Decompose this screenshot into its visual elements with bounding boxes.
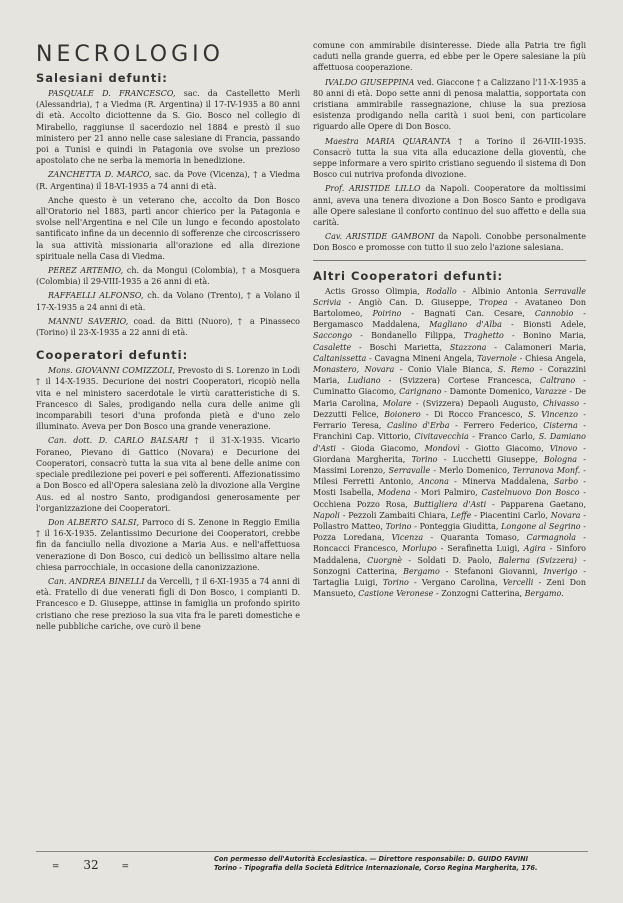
salesiano-entry	[36, 290, 300, 312]
cooperatore-place: Monastero, Novara	[313, 365, 395, 375]
cooperatore-place: Ludiano	[347, 376, 381, 386]
cooperatore-entry	[36, 435, 300, 513]
cooperatore-name: Giotto Giacomo,	[474, 443, 550, 453]
cooperatore-place: Cuorgnè	[367, 555, 403, 565]
entry-name: Can. dott. D. CARLO BALSARI	[48, 436, 188, 446]
cooperatore-place: Morlupo	[402, 544, 437, 554]
cooperatore-name: Piacentini Carlo,	[479, 510, 551, 520]
cooperatore-place: Vinovo	[549, 443, 578, 453]
cooperatore-name: Cavagna Mineni Angela,	[374, 353, 478, 363]
folio-ornament-left: =	[51, 862, 61, 872]
cooperatore-name: Ferrero Federico,	[463, 421, 544, 431]
entry-text: da Napoli. Cooperatore da moltissimi anni, aveva una tenera divozione a Don Bosco Santo e prodigava alle Opere salesiane il conforto continuo del suo affetto e della sua carità.	[313, 184, 586, 228]
cooperatore-name: Calamoneri Maria,	[504, 342, 586, 352]
entry-text: da Vercelli, † il 6-XI-1935 a 74 anni di età. Fratello di due venerati figli di Don Bosco, i compianti D. Francesco e D. Giuseppe, attinse in famiglia un profondo spirito cristiano che rese prezioso la sua vita fra le pareti domestiche e nelle pubbliche cariche, ove curò il bene	[36, 576, 300, 631]
cooperatore-entry	[313, 231, 586, 253]
cooperatore-name: Bagnati Can. Cesare,	[424, 309, 535, 319]
cooperatore-place: S. Vincenzo	[528, 409, 578, 419]
cooperatore-entry	[313, 183, 586, 228]
cooperatore-place: Caltrano	[540, 376, 576, 386]
entry-text: da Napoli. Conobbe personalmente Don Bosco e promosse con tutto il suo zelo l'azione salesiana.	[313, 232, 586, 253]
cooperatore-place: Boionero	[384, 409, 421, 419]
cooperatore-place: S. Remo	[497, 365, 535, 375]
cooperatore-place: Caslino d'Erba	[387, 421, 450, 431]
cooperatore-name: Mosti Isabella,	[313, 488, 378, 498]
cooperatore-name: Di Rocco Francesco,	[434, 409, 529, 419]
cooperatore-name: Chiesa Angela,	[525, 353, 586, 363]
cooperatore-place: Cisterna	[543, 421, 578, 431]
entry-text: sac. da Castelletto Merli (Alessandria), † a Viedma (R. Argentina) il 17-IV-1935 a 80 anni di età. Accolto diciottenne da S. Gio. Bosco nel collegio di Mirabello, raggiunse il sacerdozio nel 1884 e prestò il suo ministero per 21 anno nelle case salesiane di Francia, passando poi a Tunisi e quindi in Patagonia ove svolse un prezioso apostolato che ne serba la memoria in benedizione.	[36, 89, 301, 166]
cooperatore-name: De Maria Carolina,	[313, 387, 587, 408]
salesiano-entry	[36, 316, 300, 338]
entry-name: PASQUALE D. FRANCESCO,	[48, 89, 176, 98]
cooperatore-name: Mori Palmiro,	[420, 488, 482, 498]
cooperatore-place: Carmagnola	[526, 533, 577, 543]
cooperatore-name: Sonzogni Catterina,	[313, 566, 404, 576]
cooperatore-name: Ferrario Teresa,	[313, 421, 387, 431]
entry-text: Parroco di S. Zenone in Reggio Emilia † il 16-X-1935. Zelantissimo Decurione dei Cooperatori, crebbe fin da fanciullo nella divozione a Maria Aus. e nell'affettuosa venerazione di Don Bosco, cui dedicò un bellissimo altare nella chiesa parrocchiale, in occasione della canonizzazione.	[36, 517, 300, 572]
cooperatore-place: Carignano	[399, 387, 442, 397]
cooperatore-name: Pozza Loredana,	[313, 533, 392, 543]
cooperatore-name: Zonzogni Catterina,	[441, 589, 525, 599]
section-divider	[313, 260, 586, 261]
page-number: 32	[83, 858, 99, 872]
cooperatore-name: Bergamasco Maddalena,	[313, 320, 430, 330]
cooperatore-place: Casalette	[313, 342, 352, 352]
cooperatore-place: Traghetto	[463, 331, 504, 341]
cooperatore-name: Pezzoli Zambaiti Chiara,	[348, 510, 451, 520]
cooperatore-name: Boschi Marietta,	[369, 342, 450, 352]
cooperatore-name: (Svizzera) Cortese Francesca,	[399, 376, 541, 386]
cooperatore-place: Saccongo	[313, 331, 353, 341]
altri-list: Actis Grosso Olimpia, Rodallo - Albinio Antonia Serravalle Scrivia - Angiò Can. D. Giuseppe, Tropea - Avataneo Don Bartolomeo, Poirino - Bagnati Can. Cesare, Cannobio - Bergamasco Maddalena, Magliano d'Alba - Bionsti Adele, Saccongo - Bondanello Filippa, Traghetto - Bonino Maria, Casalette - Boschi Marietta, Stazzona - Calamoneri Maria, Caltanissetta - Cavagna Mineni Angela, Tavernole - Chiesa Angela, Monastero, Novara - Conio Viale Bianca, S. Remo - Corazzini Maria, Ludiano - (Svizzera) Cortese Francesca, Caltrano - Cuminatto Giacomo, Carignano - Damonte Domenico, Varazze - De Maria Carolina, Molare - (Svizzera) Depaoli Augusto, Chivasso - Dezzutti Felice, Boionero - Di Rocco Francesco, S. Vincenzo - Ferrario Teresa, Caslino d'Erba - Ferrero Federico, Cisterna - Franchini Cap. Vittorio, Civitavecchia - Franco Carlo, S. Damiano d'Asti - Gioda Giacomo, Mondovì - Giotto Giacomo, Vinovo - Giordana Margherita, Torino - Lucchetti Giuseppe, Bologna - Massimi Lorenzo, Serravalle - Merlo Domenico, Terranova Monf. - Milesi Ferretti Antonio, Ancona - Minerva Maddalena, Sarbo - Mosti Isabella, Modena - Mori Palmiro, Castelnuovo Don Bosco - Occhiena Pozzo Rosa, Buttigliera d'Asti - Papparena Gaetano, Napoli - Pezzoli Zambaiti Chiara, Leffe - Piacentini Carlo, Novara - Pollastro Matteo, Torino - Ponteggia Giuditta, Longone al Segrino - Pozza Loredana, Vicenza - Quaranta Tomaso, Carmagnola - Roncacci Francesco, Morlupo - Serafinetta Luigi, Agira - Sinforo Maddalena, Cuorgnè - Soldati D. Paolo, Balerna (Svizzera) - Sonzogni Catterina, Bergamo - Stefanoni Giovanni, Inverigo - Tartaglia Luigi, Torino - Vergano Carolina, Vercelli - Zeni Don Mansueto, Castione Veronese - Zonzogni Catterina, Bergamo.	[313, 286, 587, 599]
cooperatore-place: Castione Veronese	[358, 589, 434, 599]
cooperatore-place: Stazzona	[449, 342, 487, 352]
cooperatore-place: Tavernole	[477, 353, 517, 363]
cooperatore-place: Civitavecchia	[414, 432, 469, 442]
cooperatore-place: Bergamo.	[524, 589, 564, 599]
cooperatore-name: Stefanoni Giovanni,	[454, 566, 544, 576]
entry-name: Maestra MARIA QUARANTA	[325, 136, 451, 146]
cooperatore-name: Zeni Don Mansueto,	[313, 577, 586, 599]
cooperatore-name: Merlo Domenico,	[439, 465, 513, 475]
cooperatore-name: Papparena Gaetano,	[500, 499, 586, 509]
left-column	[36, 42, 300, 635]
masthead: NECROLOGIO	[36, 42, 224, 67]
cooperatore-entry	[36, 365, 300, 432]
cooperatore-place: Magliano d'Alba	[429, 320, 502, 330]
entry-text: sac. da Pove (Vicenza), † a Viedma (R. Argentina) il 18-VI-1935 a 74 anni di età.	[36, 170, 301, 191]
cooperatore-place: Rodallo	[426, 286, 457, 296]
entry-name: Don ALBERTO SALSI,	[48, 517, 139, 527]
entry-text: coad. da Bitti (Nuoro), † a Pinasseco (Torino) il 23-X-1935 a 22 anni di età.	[36, 316, 300, 338]
cooperatore-name: Occhiena Pozzo Rosa,	[313, 499, 414, 509]
cooperatore-name: Damonte Domenico,	[449, 387, 536, 397]
cooperatore-name: Lucchetti Giuseppe,	[452, 454, 544, 464]
cooperatore-place: Terranova Monf.	[512, 465, 581, 475]
cooperatore-place: Chivasso	[542, 398, 580, 408]
cooperatore-entry	[36, 576, 300, 632]
altri-heading: Altri Cooperatori defunti:	[313, 268, 504, 283]
salesiano-entry	[36, 195, 300, 262]
cooperatore-entry	[313, 136, 586, 181]
cooperatore-name: Avataneo Don Bartolomeo,	[313, 297, 586, 319]
entry-text: ch. da Volano (Trento), † a Volano il 17-X-1935 a 24 anni di età.	[36, 291, 300, 312]
cooperatore-name: Roncacci Francesco,	[313, 544, 403, 554]
cooperatore-place: Inverigo	[543, 566, 578, 576]
cooperatore-place: S. Damiano d'Asti	[313, 432, 586, 453]
right-list	[313, 77, 586, 254]
cooperatore-name: Dezzutti Felice,	[313, 409, 385, 419]
cooperatore-place: Cannobio	[534, 309, 574, 319]
cooperatore-name: Serafinetta Luigi,	[447, 544, 524, 554]
cooperatore-name: Albinio Antonia	[471, 286, 545, 296]
entry-text: ved. Giaccone † a Calizzano l'11-X-1935 a 80 anni di età. Dopo sette anni di penosa malattia, sopportata con cristiana ammirabile rassegnazione, chiuse la sua preziosa esistenza prodigando nella carità i suoi beni, con particolare riguardo alle Opere di Don Bosco.	[313, 77, 586, 132]
cooperatore-place: Mondovì	[424, 443, 460, 453]
cooperatore-place: Serravalle	[388, 465, 431, 475]
cooperatore-place: Torino	[385, 521, 412, 531]
cooperatore-name: Cuminatto Giacomo,	[313, 387, 400, 397]
salesiano-entry	[36, 265, 300, 287]
entry-name: Can. ANDREA BINELLI	[48, 576, 145, 586]
cooperatore-place: Vicenza	[391, 533, 424, 543]
cooperatori-list	[36, 365, 300, 632]
cooperatore-name: Sinforo Maddalena,	[313, 544, 586, 565]
entry-text: † a Torino il 26-VIII-1935. Consacrò tutta la sua vita alla educazione della gioventù, che seppe informare a vero spirito cristiano seguendo il sistema di Don Bosco cui nutriva profonda divozione.	[313, 136, 587, 180]
entry-name: Prof. ARISTIDE LILLO	[325, 184, 421, 194]
cooperatore-name: (Svizzera) Depaoli Augusto,	[422, 398, 543, 408]
cooperatore-name: Angiò Can. D. Giuseppe,	[358, 297, 479, 307]
imprint	[214, 855, 588, 873]
cooperatore-name: Vergano Carolina,	[421, 577, 503, 587]
entry-name: ZANCHETTA D. MARCO,	[48, 170, 152, 180]
cooperatore-name: Corazzini Maria,	[313, 365, 586, 386]
cooperatore-place: Ancona	[418, 477, 449, 487]
cooperatore-place: Agira	[523, 544, 546, 554]
entry-text: Anche questo è un veterano che, accolto da Don Bosco all'Oratorio nel 1883, partì ancor chierico per la Patagonia e svolse nell'Argentina e nel Cile un lungo e fecondo apostolato santificato infine da un decennio di sofferenze che circoscrissero la sua attività missionaria all'orazione ed alla direzione spirituale nella Casa di Viedma.	[36, 195, 300, 261]
folio	[36, 858, 146, 872]
cooperatore-entry	[36, 517, 300, 573]
entry-text: Prevosto di S. Lorenzo in Lodi † il 14-X-1935. Decurione dei nostri Cooperatori, ricopiò nella vita e nel ministero sacerdotale le virtù caratteristiche di S. Francesco di Sales, prodigando nella cura delle anime gli incomparabili tesori d'una profonda pietà e d'uno zelo illuminato. Aveva per Don Bosco una grande venerazione.	[36, 366, 300, 432]
cooperatore-name: Gioda Giacomo,	[350, 443, 425, 453]
cooperatore-name: Quaranta Tomaso,	[440, 533, 527, 543]
entry-name: MANNU SAVERIO,	[48, 316, 129, 326]
entry-text: ch. da Mongui (Colombia), † a Mosquera (Colombia) il 29-VIII-1935 a 26 anni di età.	[36, 266, 300, 287]
cooperatore-name: Bonino Maria,	[522, 331, 587, 341]
salesiani-list	[36, 88, 300, 338]
imprint-line-2: Torino - Tipografia della Società Editrice Internazionale, Corso Regina Margherita, 176.	[214, 864, 538, 872]
cooperatore-name: Franchini Cap. Vittorio,	[313, 432, 415, 442]
cooperatore-place: Buttigliera d'Asti	[413, 499, 487, 509]
cooperatore-name: Giordana Margherita,	[313, 454, 412, 464]
entry-text: † il 31-X-1935. Vicario Foraneo, Pievano di Gattico (Novara) e Decurione dei Cooperatori, consacrò tutta la sua vita al bene delle anime con speciale predilezione pei poveri e pei sofferenti. Affezionatissimo a Don Bosco ed all'Opera salesiana zelò la divozione alla Vergine Aus. ed al nostro Santo, prodigandosi generosamente per l'organizzazione dei Cooperatori.	[36, 436, 301, 513]
cooperatore-place: Longone al Segrino	[501, 521, 581, 531]
cooperatore-place: Bergamo	[403, 566, 440, 576]
cooperatore-place: Torino	[382, 577, 409, 587]
cooperatore-place: Novara	[550, 510, 581, 520]
cooperatore-name: Bionsti Adele,	[523, 320, 587, 330]
cooperatore-place: Varazze	[535, 387, 567, 397]
cooperatore-place: Vercelli	[502, 577, 534, 587]
entry-name: PEREZ ARTEMIO,	[48, 266, 124, 276]
cooperatore-name: Ponteggia Giuditta,	[419, 521, 502, 531]
footer	[36, 851, 588, 876]
entry-name: IVALDO GIUSEPPINA	[325, 77, 415, 87]
salesiano-entry	[36, 88, 300, 166]
cooperatore-name: Pollastro Matteo,	[313, 521, 386, 531]
cooperatore-place: Napoli	[313, 510, 340, 520]
cooperatore-place: Balerna (Svizzera)	[498, 555, 577, 565]
imprint-line-1: Con permesso dell'Autorità Ecclesiastica. — Direttore responsabile: D. GUIDO FAVINI	[214, 855, 529, 863]
salesiani-heading: Salesiani defunti:	[36, 71, 168, 85]
cooperatore-name: Franco Carlo,	[478, 432, 539, 442]
cooperatore-place: Poirino	[372, 309, 402, 319]
cooperatore-name: Conio Viale Bianca,	[407, 365, 498, 375]
cooperatore-place: Torino	[411, 454, 438, 464]
cooperatore-place: Caltanissetta	[313, 353, 367, 363]
cooperatore-place: Sarbo	[554, 477, 579, 487]
cooperatore-name: Tartaglia Luigi,	[313, 577, 383, 587]
cooperatore-name: Bondanello Filippa,	[371, 331, 464, 341]
salesiano-entry	[36, 169, 300, 191]
cooperatore-place: Molare	[382, 398, 412, 408]
entry-name: Cav. ARISTIDE GAMBONI	[325, 232, 435, 242]
cooperatore-name: Milesi Ferretti Antonio,	[313, 477, 419, 487]
cooperatori-heading: Cooperatori defunti:	[36, 348, 189, 363]
continuation-text: comune con ammirabile disinteresse. Diede alla Patria tre figli caduti nella grande guerra, ed ebbe per le Opere salesiane la più affettuosa cooperazione.	[313, 41, 586, 73]
cooperatore-place: Modena	[377, 488, 411, 498]
entry-name: Mons. GIOVANNI COMIZZOLI,	[48, 366, 175, 376]
cooperatore-place: Bologna	[543, 454, 578, 464]
entry-name: RAFFAELLI ALFONSO,	[48, 291, 144, 301]
folio-ornament-right: =	[121, 862, 131, 872]
cooperatore-name: Massimi Lorenzo,	[313, 465, 389, 475]
right-column	[313, 40, 586, 599]
cooperatore-place: Serravalle Scrivia	[313, 286, 586, 307]
cooperatore-entry	[313, 77, 586, 133]
cooperatore-place: Leffe	[450, 510, 472, 520]
cooperatore-name: Actis Grosso Olimpia,	[325, 286, 427, 296]
cooperatore-name: Minerva Maddalena,	[462, 477, 555, 487]
cooperatore-name: Soldati D. Paolo,	[417, 555, 499, 565]
cooperatore-place: Tropea	[478, 297, 508, 307]
cooperatore-place: Castelnuovo Don Bosco	[481, 488, 580, 498]
